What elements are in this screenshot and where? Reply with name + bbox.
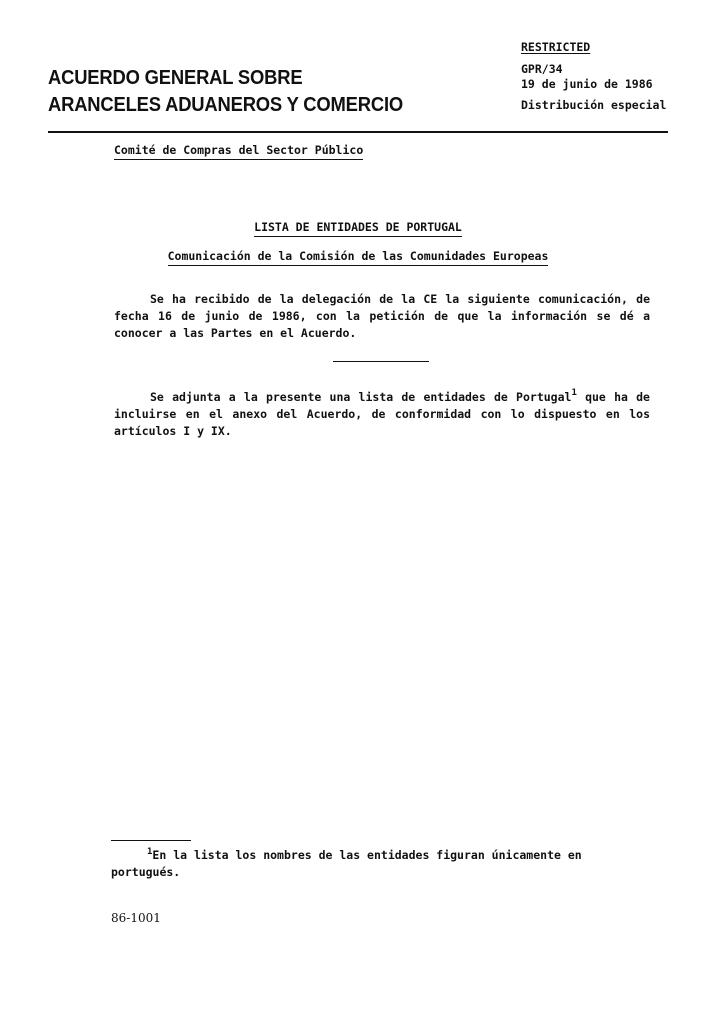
document-title-text: LISTA DE ENTIDADES DE PORTUGAL: [254, 220, 462, 237]
footnote-line: portugués.: [111, 865, 181, 879]
classification-label: RESTRICTED: [521, 40, 591, 54]
committee-name: Comité de Compras del Sector Público: [114, 143, 363, 160]
organization-name-line-1: ACUERDO GENERAL SOBRE: [48, 67, 303, 89]
paragraph-line: artículos I y IX.: [114, 424, 232, 438]
body-paragraph-1: [114, 291, 650, 342]
document-date: 19 de junio de 1986: [521, 77, 653, 91]
paragraph-line: fecha 16 de junio de 1986, con la petición de que la información se dé a: [114, 309, 650, 323]
document-number: GPR/34: [521, 62, 563, 76]
footnote-line: [111, 847, 611, 864]
footnote-divider: [111, 840, 191, 841]
footnote-reference[interactable]: 1: [571, 388, 577, 398]
body-paragraph-2: [114, 389, 650, 440]
footnote-text: En la lista los nombres de las entidades figuran únicamente en: [152, 848, 582, 862]
document-title: [48, 220, 668, 234]
document-subtitle: [48, 249, 668, 263]
footnote-marker: 1: [147, 847, 153, 857]
paragraph-text: que ha de: [576, 390, 650, 404]
paragraph-line: Se ha recibido de la delegación de la CE la siguiente comunicación, de: [150, 292, 650, 306]
section-separator: [333, 361, 429, 362]
header-divider: [48, 131, 668, 133]
document-subtitle-text: Comunicación de la Comisión de las Comunidades Europeas: [168, 249, 549, 266]
paragraph-line: conocer a las Partes en el Acuerdo.: [114, 326, 357, 340]
paragraph-line: incluirse en el anexo del Acuerdo, de conformidad con lo dispuesto en los: [114, 407, 650, 421]
distribution-label: Distribución especial: [521, 98, 667, 112]
document-reference: 86-1001: [111, 911, 161, 925]
footnote: [111, 847, 611, 881]
paragraph-line: [114, 389, 650, 406]
paragraph-text: Se adjunta a la presente una lista de entidades de Portugal: [150, 390, 572, 404]
organization-name-line-2: ARANCELES ADUANEROS Y COMERCIO: [48, 94, 404, 116]
